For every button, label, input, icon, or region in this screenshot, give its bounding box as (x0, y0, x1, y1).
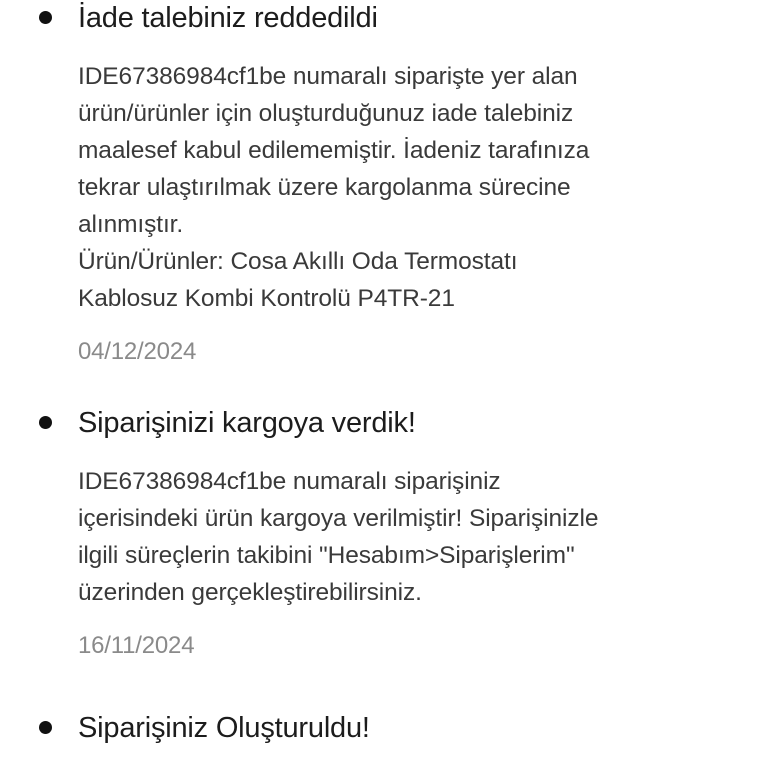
notification-body-line: Ürün/Ürünler: Cosa Akıllı Oda Termostatı (78, 248, 518, 275)
notification-body-line: IDE67386984cf1be numaralı siparişiniz (78, 468, 501, 495)
notification-body-line: tekrar ulaştırılmak üzere kargolanma sürecine (78, 174, 571, 201)
notification-date: 16/11/2024 (78, 632, 195, 659)
notification-body-line: Kablosuz Kombi Kontrolü P4TR-21 (78, 285, 455, 312)
notification-body-line: ilgili süreçlerin takibini "Hesabım>Siparişlerim" (78, 542, 575, 569)
notification-item-return-rejected[interactable] (0, 0, 629, 369)
notification-body-line: ürün/ürünler için oluşturduğunuz iade talebiniz (78, 100, 574, 127)
notification-body (78, 58, 589, 317)
notification-body (78, 463, 598, 611)
notification-body-line: üzerinden gerçekleştirebilirsiniz. (78, 579, 422, 606)
bullet-icon (39, 721, 52, 734)
notification-title: İade talebiniz reddedildi (78, 2, 378, 34)
notification-title: Siparişinizi kargoya verdik! (78, 407, 416, 439)
notification-body-line: maalesef kabul edilememiştir. İadeniz tarafınıza (78, 137, 590, 164)
notification-item-shipped[interactable] (0, 403, 638, 663)
bullet-icon (39, 11, 52, 24)
bullet-icon (39, 416, 52, 429)
notification-item-order-created[interactable] (0, 708, 410, 748)
notification-body-line: IDE67386984cf1be numaralı siparişte yer alan (78, 63, 578, 90)
notification-date: 04/12/2024 (78, 338, 197, 365)
notification-title: Siparişiniz Oluşturuldu! (78, 712, 370, 744)
notification-body-line: alınmıştır. (78, 211, 184, 238)
notification-body-line: içerisindeki ürün kargoya verilmiştir! Siparişinizle (78, 505, 599, 532)
